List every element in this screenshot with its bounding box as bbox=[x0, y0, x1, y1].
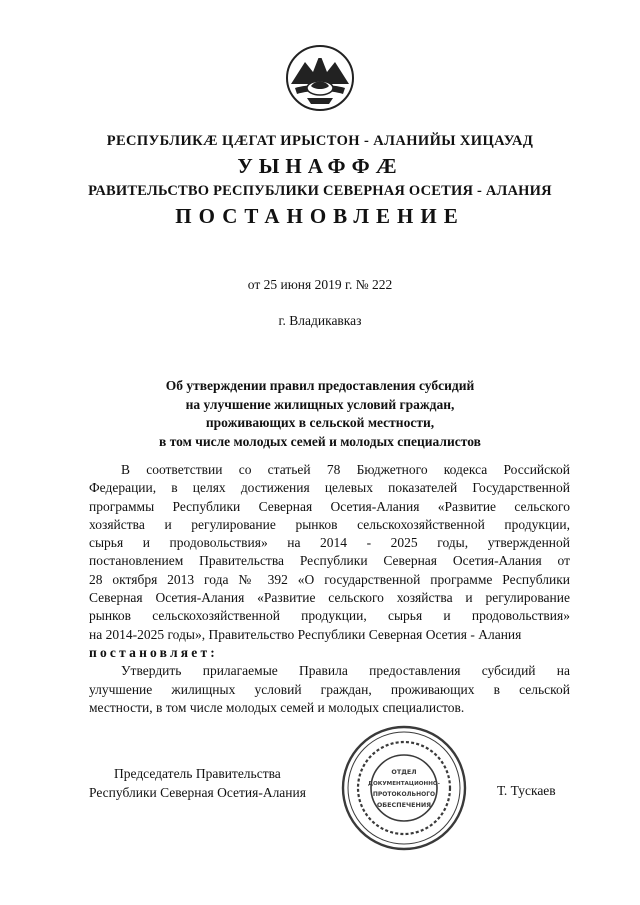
body-line: сырья и продовольствия» на 2014 - 2025 годы, утвержденной bbox=[89, 535, 570, 551]
title-line: на улучшение жилищных условий граждан, bbox=[185, 396, 455, 412]
decree-date-number: от 25 июня 2019 г. № 222 bbox=[247, 277, 393, 292]
position-line: Председатель Правительства bbox=[114, 766, 281, 781]
header-republic-ossetian: РЕСПУБЛИКÆ ЦÆГАТ ИРЫСТОН - АЛАНИЙЫ ХИЦАУАД bbox=[106, 133, 534, 149]
body-line: на 2014-2025 годы», Правительство Республики Северная Осетия - Алания bbox=[89, 626, 522, 642]
official-seal-stamp bbox=[340, 724, 468, 852]
title-line: Об утверждении правил предоставления субсидий bbox=[165, 378, 475, 393]
body-line: рынков сельскохозяйственной продукции, сырья и продовольствия» bbox=[89, 608, 570, 624]
body-line: 28 октября 2013 года № 392 «О государственной программе Республики bbox=[89, 571, 570, 587]
resolution-line: местности, в том числе молодых семей и молодых специалистов. bbox=[89, 699, 465, 715]
resolution-line: улучшение жилищных условий граждан, проживающих в сельской bbox=[89, 681, 570, 697]
seal-text-line: ОТДЕЛ bbox=[391, 768, 417, 776]
signatory-position bbox=[89, 764, 306, 802]
header-decree-russian: ПОСТАНОВЛЕНИЕ bbox=[175, 204, 465, 228]
resolution-line: Утвердить прилагаемые Правила предоставления субсидий на bbox=[121, 663, 570, 679]
decree-body bbox=[89, 461, 570, 717]
signatory-name: Т. Тускаев bbox=[497, 783, 556, 798]
decree-word: постановляет: bbox=[89, 644, 218, 660]
body-line: программы Республики Северная Осетия-Алания «Развитие сельского bbox=[89, 498, 570, 514]
seal-text-line: ПРОТОКОЛЬНОГО bbox=[372, 791, 436, 798]
body-line: В соответствии со статьей 78 Бюджетного кодекса Российской bbox=[121, 462, 570, 477]
body-line: Федерации, в целях достижения целевых показателей Государственной bbox=[89, 480, 570, 496]
title-line: проживающих в сельской местности, bbox=[205, 415, 435, 430]
body-line: Северная Осетия-Алания «Развитие сельского хозяйства и регулирование bbox=[89, 590, 570, 606]
header-government-russian: РАВИТЕЛЬСТВО РЕСПУБЛИКИ СЕВЕРНАЯ ОСЕТИЯ - АЛАНИЯ bbox=[88, 183, 552, 199]
position-line: Республики Северная Осетия-Алания bbox=[89, 785, 306, 800]
title-line: в том числе молодых семей и молодых специалистов bbox=[159, 433, 481, 449]
coat-of-arms-icon bbox=[285, 44, 355, 112]
header-decree-ossetian: УЫНАФФÆ bbox=[237, 154, 403, 178]
seal-text-line: ОБЕСПЕЧЕНИЯ bbox=[376, 801, 432, 809]
seal-text-line: ДОКУМЕНТАЦИОННО- bbox=[368, 781, 440, 787]
decree-city: г. Владикавказ bbox=[278, 313, 362, 328]
body-line: хозяйства и регулирование рынков сельскохозяйственной продукции, bbox=[89, 516, 570, 532]
body-line: постановлением Правительства Республики Северная Осетия-Алания от bbox=[89, 553, 570, 569]
decree-title bbox=[0, 377, 640, 451]
